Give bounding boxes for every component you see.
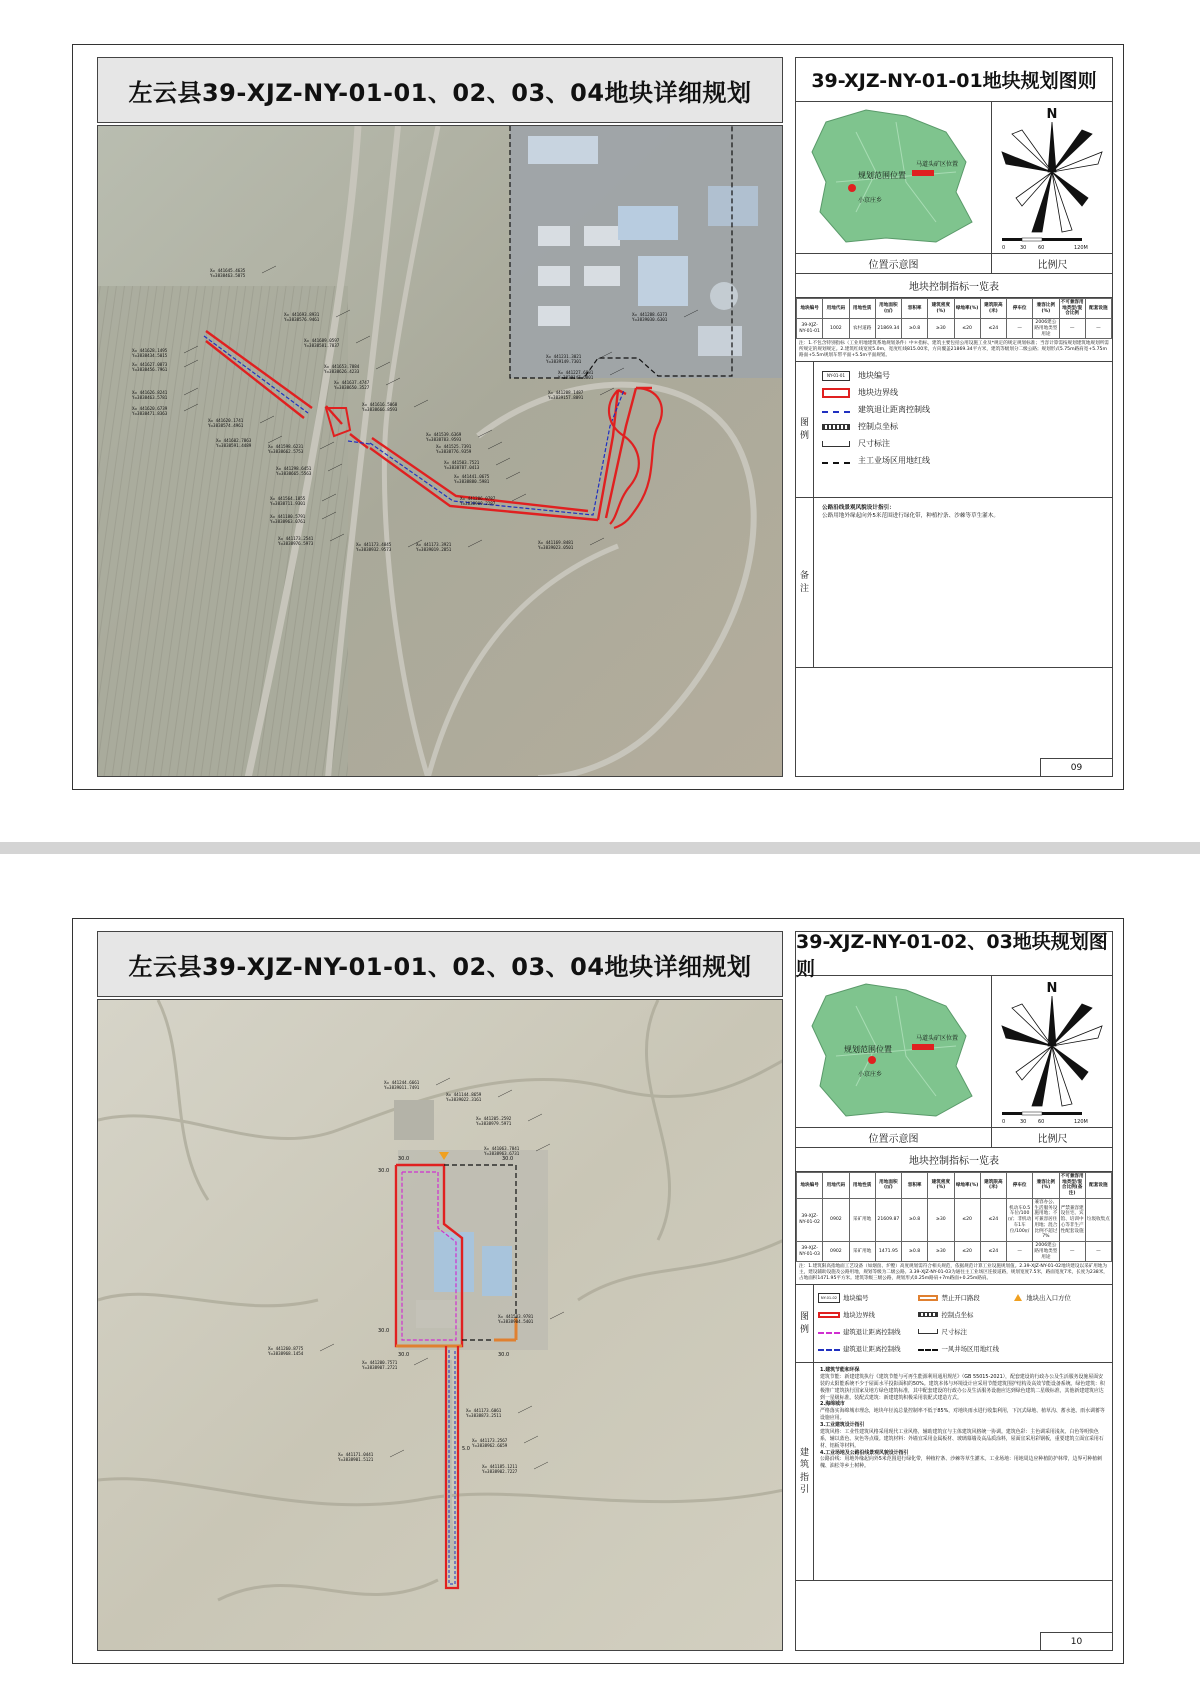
legend-item-entrance xyxy=(1014,1289,1108,1306)
legend-label: 图例 xyxy=(796,362,814,497)
control-point-y-label: Y=3838902.7227 xyxy=(482,1469,518,1474)
scale-tick-120: 120M xyxy=(1074,245,1088,251)
control-point-x-label: X= 441208.1487 xyxy=(548,390,584,395)
control-point-y-label: Y=3838666.8593 xyxy=(362,407,398,412)
control-point-x-label: X= 441260.8775 xyxy=(268,1346,304,1351)
control-point-y-label: Y=3838662.5753 xyxy=(268,449,304,454)
table-header: 配套设施 xyxy=(1085,299,1111,319)
table-cell: ≥30 xyxy=(928,1198,954,1241)
control-point-x-label: X= 441616.5068 xyxy=(362,402,398,407)
table-cell: 21869.34 xyxy=(875,319,901,339)
control-point-x-label: X= 441144.8659 xyxy=(446,1092,482,1097)
north-arrow-figure xyxy=(992,976,1113,1126)
table-cell: 0902 xyxy=(823,1242,849,1262)
plan-title: 39-XJZ-NY-01-01地块规划图则 xyxy=(796,58,1112,102)
notes-heading: 公路沿线景观风貌设计指引： xyxy=(822,505,895,512)
legend-text: 尺寸标注 xyxy=(941,1328,968,1337)
table-header: 用地面积(㎡) xyxy=(875,1173,901,1199)
control-point-x-label: X= 441525.7391 xyxy=(436,444,472,449)
table-cell: 采矿用地 xyxy=(849,1242,875,1262)
planning-site-marker xyxy=(868,1056,876,1064)
table-cell: 1002 xyxy=(823,319,849,339)
control-point-y-label: Y=3839149.7301 xyxy=(546,359,582,364)
north-arrow-figure xyxy=(992,102,1113,252)
table-header: 用地性质 xyxy=(849,299,875,319)
control-point-x-label: X= 441620.1741 xyxy=(208,418,244,423)
table-cell: 39-XJZ-NY-01-03 xyxy=(797,1242,823,1262)
north-arrow-icon xyxy=(1002,996,1102,1106)
table-row xyxy=(797,1242,1112,1262)
control-point-y-label: Y=3838581.7837 xyxy=(304,343,340,348)
table-cell: 39-XJZ-NY-01-01 xyxy=(797,319,823,339)
control-point-y-label: Y=3838576.9461 xyxy=(284,317,320,322)
table-cell: — xyxy=(1085,1242,1111,1262)
control-point-x-label: X= 441620.6739 xyxy=(132,406,168,411)
setback-line-symbol xyxy=(822,411,850,413)
control-point-y-label: Y=3839147.6801 xyxy=(558,375,594,380)
legend-item-dimension xyxy=(822,435,1104,452)
control-point-x-label: X= 441173.2567 xyxy=(472,1438,508,1443)
town-label: 小京庄乡 xyxy=(858,1071,883,1078)
dimension-label: 30.0 xyxy=(378,1168,390,1174)
control-point-x-label: X= 441180.5791 xyxy=(270,514,306,519)
control-point-x-label: X= 441626.8241 xyxy=(132,390,168,395)
control-point-y-label: Y=3838979.5971 xyxy=(476,1121,512,1126)
table-title: 地块控制指标一览表 xyxy=(796,1148,1112,1172)
table-cell: 垃圾收集点 xyxy=(1085,1198,1111,1241)
control-point-x-label: X= 441173.2541 xyxy=(278,536,314,541)
table-header: 容积率 xyxy=(902,1173,928,1199)
mine-location-label: 马道头矿区位置 xyxy=(916,161,959,168)
table-header: 用地代码 xyxy=(823,299,849,319)
dimension-label: 30.0 xyxy=(498,1352,510,1358)
guidance-heading-2: 2.海绵城市 xyxy=(820,1401,845,1408)
table-header: 停车位 xyxy=(1007,299,1033,319)
legend-text: 禁止开口路段 xyxy=(941,1294,980,1303)
document-title: 左云县39-XJZ-NY-01-01、02、03、04地块详细规划 xyxy=(97,931,783,997)
location-map xyxy=(796,976,992,1147)
table-cell: — xyxy=(1059,1242,1085,1262)
control-point-y-label: Y=3838904.5401 xyxy=(498,1319,534,1324)
control-point-symbol xyxy=(822,424,850,430)
scale-caption: 比例尺 xyxy=(992,253,1113,273)
control-point-y-label: Y=3838880.5981 xyxy=(454,479,490,484)
notes-text: 公路用地外缘起向外5米范围进行绿化带，种植柠条、沙棘等草生灌木。 xyxy=(822,513,999,520)
control-point-x-label: X= 441503.7521 xyxy=(444,460,480,465)
legend-item-control-point xyxy=(918,1306,1012,1323)
table-title: 地块控制指标一览表 xyxy=(796,274,1112,298)
location-map-figure xyxy=(796,102,992,252)
legend-item-industrial-red-line xyxy=(822,452,1104,469)
control-point-y-label: Y=3838909.2287 xyxy=(460,501,496,506)
boundary-symbol xyxy=(818,1312,840,1318)
control-point-y-label: Y=3838650.3527 xyxy=(334,385,370,390)
building-guidance xyxy=(796,1363,1112,1581)
control-point-x-label: X= 441286.0787 xyxy=(460,496,496,501)
table-header: 用地性质 xyxy=(849,1173,875,1199)
satellite-plan-map xyxy=(97,125,783,777)
legend-item-control-point xyxy=(822,418,1104,435)
control-point-y-label: Y=3838591.4489 xyxy=(216,443,252,448)
table-header: 建筑密度(%) xyxy=(928,299,954,319)
scale-tick-60: 60 xyxy=(1038,1119,1045,1125)
red-line-symbol xyxy=(918,1349,938,1351)
legend-text: 地块出入口方位 xyxy=(1026,1294,1071,1303)
table-cell: 21609.87 xyxy=(875,1198,901,1241)
location-map xyxy=(796,102,992,273)
table-cell: ≤24 xyxy=(980,319,1006,339)
legend-item-setback-pink xyxy=(818,1323,916,1340)
range-location-label: 规划范围位置 xyxy=(844,1045,892,1054)
control-point-y-label: Y=3838574.4961 xyxy=(208,423,244,428)
legend-text: 地块编号 xyxy=(858,371,890,381)
control-point-y-label: Y=3838901.5121 xyxy=(338,1457,374,1462)
notes xyxy=(796,498,1112,668)
table-cell: 兼容办公、生活服务设施用地；不可兼容居住用地；混合比例不超过7% xyxy=(1033,1198,1059,1241)
table-header: 兼容比例(%) xyxy=(1033,299,1059,319)
satellite-plan-map xyxy=(97,999,783,1651)
scale-caption: 比例尺 xyxy=(992,1127,1113,1147)
table-cell: ≥0.8 xyxy=(902,1242,928,1262)
mine-area-marker xyxy=(912,1044,934,1050)
index-table xyxy=(796,1172,1112,1262)
control-point-x-label: X= 441598.6231 xyxy=(268,444,304,449)
range-location-label: 规划范围位置 xyxy=(858,171,906,180)
page-number: 09 xyxy=(1040,758,1112,776)
guidance-heading-3: 3.工业建筑设计指引 xyxy=(820,1422,865,1429)
guidance-heading-1: 1.建筑节能和环保 xyxy=(820,1367,860,1374)
control-point-x-label: X= 441637.4747 xyxy=(334,380,370,385)
control-index-table xyxy=(796,274,1112,362)
dimension-symbol xyxy=(918,1329,938,1334)
control-point-x-label: X= 441503.9781 xyxy=(498,1314,534,1319)
table-cell: ≥30 xyxy=(928,319,954,339)
control-point-y-label: Y=3838968.1454 xyxy=(268,1351,304,1356)
legend-text: 控制点坐标 xyxy=(941,1311,974,1320)
table-header: 兼容比例(%) xyxy=(1033,1173,1059,1199)
north-letter: N xyxy=(1046,981,1058,996)
table-note: 注：1.不包含特别指标（工业用地建筑系地规划条件）中＊指标，建筑主要包括公用设施工业及*规定的规定规划标准；当容计算需按规划建筑地规划所需所规定的规划规定。2.建筑红线宽度5.0m，宽度红线815.00米，方向覆盖21869.34平方米，建筑等级划分二级公路；规划形式5.75m路肩宽+5.75m路面+5.5m规划车带平面+5.5m平面规划。 xyxy=(799,341,1109,359)
control-point-x-label: X= 441244.6661 xyxy=(384,1080,420,1085)
control-point-y-label: Y=3838787.0413 xyxy=(444,465,480,470)
legend-text: 地块编号 xyxy=(843,1294,869,1303)
table-header: 容积率 xyxy=(902,299,928,319)
dimension-symbol xyxy=(822,441,850,447)
dimension-label: 30.0 xyxy=(502,1156,514,1162)
legend-text: 一风井场区用地红线 xyxy=(941,1345,999,1354)
plan-title: 39-XJZ-NY-01-02、03地块规划图则 xyxy=(796,932,1112,976)
legend-text: 主工业场区用地红线 xyxy=(858,456,930,466)
legend-item-boundary xyxy=(818,1306,916,1323)
control-point-x-label: X= 441628.1495 xyxy=(132,348,168,353)
scale-tick-0: 0 xyxy=(1002,245,1006,251)
guidance-text-3: 建筑风格：工业性建筑风格采用现代工业风格，辅助建筑宜与主体建筑风格统一协调。建筑色彩：主色调采用浅灰、白色等明快色系，辅以蓝色、灰色等点缀。建筑材料：外墙宜采用金属板材、玻璃幕墙及高品质涂料，屋面宜采用彩钢板，重要建筑立面宜采用石材、铝板等材料。 xyxy=(820,1428,1104,1449)
boundary-symbol xyxy=(822,388,850,398)
control-point-y-label: Y=3839022.3161 xyxy=(446,1097,482,1102)
guidance-text-2: 严格落实海绵城市理念，地块年径流总量控制率不低于85%，对地块雨水进行收集利用，下沉式绿地、植草沟、蓄水池、雨水调蓄等设施应用。 xyxy=(820,1408,1105,1422)
town-label: 小京庄乡 xyxy=(858,197,883,204)
table-cell: ≥0.8 xyxy=(902,1198,928,1241)
dimension-label: 30.0 xyxy=(378,1328,390,1334)
table-header: 绿地率(%) xyxy=(954,299,980,319)
control-point-x-label: X= 441231.3021 xyxy=(546,354,582,359)
legend-text: 地块边界线 xyxy=(858,388,898,398)
legend-label: 图例 xyxy=(796,1285,814,1362)
right-info-panel xyxy=(795,931,1113,1651)
control-point-y-label: Y=3839157.8091 xyxy=(548,395,584,400)
control-point-y-label: Y=3838463.5781 xyxy=(132,395,168,400)
mine-location-label: 马道头矿区位置 xyxy=(916,1035,959,1042)
right-info-panel xyxy=(795,57,1113,777)
drawing-sheet-10 xyxy=(72,918,1124,1664)
table-header: 建筑限高(米) xyxy=(980,299,1006,319)
scale-bar xyxy=(1002,238,1082,241)
control-point-x-label: X= 441169.8481 xyxy=(538,540,574,545)
scale-tick-60: 60 xyxy=(1038,245,1045,251)
dimension-label: 5.0 xyxy=(462,1446,470,1452)
table-note: 注：1.建筑限高指地面工艺设备（如烟囱、炉膛）高度规划需符合相关规范，依据规范计算工业设施规划值。2.39-XJZ-NY-01-02地块建设以采矿用地为主，建设辅助设施及公路用地，规划等级为二级公路。3.39-XJZ-NY-01-03为通往主工业场区连接道路，规划宽度7.5米，路面宽度7米，长度为238米，占地面积1471.95平方米。建筑等级三级公路，规划形式0.25m路肩+7m路面+0.25m路肩。 xyxy=(799,1264,1108,1282)
control-point-x-label: X= 441689.0597 xyxy=(304,338,340,343)
control-point-y-label: Y=3838463.5875 xyxy=(210,273,246,278)
table-row xyxy=(797,319,1112,339)
control-point-x-label: X= 441173.4845 xyxy=(356,542,392,547)
table-header: 绿地率(%) xyxy=(954,1173,980,1199)
legend-text: 尺寸标注 xyxy=(858,439,890,449)
table-cell: — xyxy=(1007,1242,1033,1262)
table-cell: — xyxy=(1059,319,1085,339)
table-header: 不可兼容用地类型/混合比例(备注) xyxy=(1059,1173,1085,1199)
control-index-table xyxy=(796,1148,1112,1285)
control-point-x-label: X= 441227.6881 xyxy=(558,370,594,375)
table-cell: — xyxy=(1007,319,1033,339)
table-header: 建筑限高(米) xyxy=(980,1173,1006,1199)
control-point-x-label: X= 441653.7884 xyxy=(324,364,360,369)
control-point-x-label: X= 441185.1211 xyxy=(482,1464,518,1469)
control-point-y-label: Y=3838711.9301 xyxy=(270,501,306,506)
control-point-y-label: Y=3838932.9573 xyxy=(356,547,392,552)
table-cell: ≥0.8 xyxy=(902,319,928,339)
location-map-figure xyxy=(796,976,992,1126)
north-letter: N xyxy=(1046,107,1058,122)
table-cell: ≤24 xyxy=(980,1242,1006,1262)
legend-text: 建筑退让距离控制线 xyxy=(858,405,930,415)
control-point-y-label: Y=3838665.5563 xyxy=(276,471,312,476)
table-cell: ≥30 xyxy=(928,1242,954,1262)
legend-item-setback-blue xyxy=(818,1340,916,1357)
table-cell: ≤20 xyxy=(954,319,980,339)
dimension-label: 30.0 xyxy=(398,1352,410,1358)
legend-text: 控制点坐标 xyxy=(858,422,898,432)
block-code-symbol: NY-01-01 xyxy=(822,371,850,381)
location-map-caption: 位置示意图 xyxy=(796,253,991,273)
control-point-y-label: Y=3838471.8363 xyxy=(132,411,168,416)
control-point-y-label: Y=3839019.2851 xyxy=(416,547,452,552)
guidance-heading-4: 4.工业场地及公路沿线景观风貌设计指引 xyxy=(820,1449,909,1456)
control-point-x-label: X= 441441.0675 xyxy=(454,474,490,479)
legend xyxy=(796,362,1112,498)
table-header: 用地面积(㎡) xyxy=(875,299,901,319)
table-cell: 农村道路 xyxy=(849,319,875,339)
scale-tick-120: 120M xyxy=(1074,1119,1088,1125)
plan-map-canvas xyxy=(98,126,783,777)
table-cell: 机动车0.5车位/100㎡；非机动车1车位/100㎡ xyxy=(1007,1198,1033,1241)
control-point-x-label: X= 441693.8931 xyxy=(284,312,320,317)
table-header-row xyxy=(797,1173,1112,1199)
setback-pink-symbol xyxy=(818,1332,840,1334)
setback-blue-symbol xyxy=(818,1349,840,1351)
entrance-triangle-icon xyxy=(1014,1294,1022,1301)
control-point-x-label: X= 441205.2592 xyxy=(476,1116,512,1121)
control-point-y-label: Y=3838626.4233 xyxy=(324,369,360,374)
table-header: 配套设施 xyxy=(1085,1173,1111,1199)
red-line-symbol xyxy=(822,462,850,464)
drawing-sheet-09 xyxy=(72,44,1124,790)
dimension-label: 30.0 xyxy=(398,1156,410,1162)
table-cell: 2006建公路用地类型用途 xyxy=(1033,319,1059,339)
control-point-y-label: Y=3839030.6301 xyxy=(632,317,668,322)
index-table xyxy=(796,298,1112,339)
legend-text: 建筑退让距离控制线 xyxy=(843,1345,901,1354)
scale-tick-0: 0 xyxy=(1002,1119,1006,1125)
table-cell: ≤20 xyxy=(954,1242,980,1262)
legend-text: 建筑退让距离控制线 xyxy=(843,1328,901,1337)
county-shape xyxy=(812,984,972,1116)
control-point-symbol xyxy=(918,1312,938,1317)
table-cell: 2006建公路用地类型用途 xyxy=(1033,1242,1059,1262)
table-header-row xyxy=(797,299,1112,319)
control-point-x-label: X= 441602.7863 xyxy=(216,438,252,443)
table-cell: ≤20 xyxy=(954,1198,980,1241)
table-cell: 严禁兼容建设住宅、宾馆、培训中心等非生产性配套设施 xyxy=(1059,1198,1085,1241)
control-point-x-label: X= 441298.6451 xyxy=(276,466,312,471)
page-number: 10 xyxy=(1040,1632,1112,1650)
control-point-y-label: Y=3838783.9593 xyxy=(426,437,462,442)
scale-and-north xyxy=(992,102,1113,273)
plan-map-canvas xyxy=(98,1000,783,1651)
legend xyxy=(796,1285,1112,1363)
farmland-area xyxy=(98,286,348,777)
legend-item-shaft-red-line xyxy=(918,1340,1012,1357)
table-cell: ≤24 xyxy=(980,1198,1006,1241)
table-cell: 1471.95 xyxy=(875,1242,901,1262)
control-point-x-label: X= 441173.3921 xyxy=(416,542,452,547)
control-point-y-label: Y=3838963.0761 xyxy=(270,519,306,524)
table-cell: 0902 xyxy=(823,1198,849,1241)
table-header: 建筑密度(%) xyxy=(928,1173,954,1199)
document-title: 左云县39-XJZ-NY-01-01、02、03、04地块详细规划 xyxy=(97,57,783,123)
table-header: 用地代码 xyxy=(823,1173,849,1199)
legend-item-setback xyxy=(822,401,1104,418)
control-point-x-label: X= 441645.4635 xyxy=(210,268,246,273)
block-code-symbol: NY-01-02 xyxy=(818,1293,840,1303)
planning-site-marker xyxy=(848,184,856,192)
north-arrow-icon xyxy=(1002,122,1102,232)
table-cell: 采矿用地 xyxy=(849,1198,875,1241)
table-header: 停车位 xyxy=(1007,1173,1033,1199)
control-point-x-label: X= 441200.7571 xyxy=(362,1360,398,1365)
control-point-x-label: X= 441171.0441 xyxy=(338,1452,374,1457)
control-point-x-label: X= 441627.0873 xyxy=(132,362,168,367)
control-point-x-label: X= 441539.6369 xyxy=(426,432,462,437)
scale-tick-30: 30 xyxy=(1020,245,1027,251)
guidance-text-4: 公路沿线：用地外缘起向外5米范围进行绿化带，种植柠条、沙棘等草生灌木。工业场地：用地周边应种植防护林带，边界可种植刺槐、油松等乡土树种。 xyxy=(820,1456,1102,1470)
control-point-y-label: Y=3838963.6731 xyxy=(484,1151,520,1156)
legend-item-block-code xyxy=(822,367,1104,384)
control-point-y-label: Y=3838873.2511 xyxy=(466,1413,502,1418)
control-point-y-label: Y=3838962.6659 xyxy=(472,1443,508,1448)
table-cell: — xyxy=(1085,319,1111,339)
control-point-y-label: Y=3838434.5015 xyxy=(132,353,168,358)
control-point-y-label: Y=3838776.9359 xyxy=(436,449,472,454)
table-header: 地块编号 xyxy=(797,299,823,319)
table-header: 地块编号 xyxy=(797,1173,823,1199)
table-header: 不可兼容用地类型/混合比例 xyxy=(1059,299,1085,319)
control-point-y-label: Y=3839023.0501 xyxy=(538,545,574,550)
control-point-x-label: X= 441564.1855 xyxy=(270,496,306,501)
legend-item-no-opening xyxy=(918,1289,1012,1306)
access-road xyxy=(448,1360,452,1560)
location-map-caption: 位置示意图 xyxy=(796,1127,991,1147)
guidance-text-1: 建筑节能：新建建筑执行《建筑节能与可再生能源利用通用规范》（GB 55015-2021），配套建设的行政办公及生活服务设施屋面安装的太阳能系统不少于屋面水平投影面积的50%。建筑本体与环境设计应采用节能建筑围护结构及高效节能设备系统。绿色建筑：积极推广建筑执行国家及地方绿色建筑标准，其中配套建设的行政办公及生活服务设施应达到绿色建筑二星级标准，其他新建建筑应达到一星级标准。装配式建筑：新建建筑积极采用装配式建造方式。 xyxy=(820,1374,1105,1401)
guidance-label: 建筑指引 xyxy=(796,1363,814,1580)
legend-text: 地块边界线 xyxy=(843,1311,875,1320)
scale-and-north xyxy=(992,976,1113,1147)
legend-item-dimension xyxy=(918,1323,1012,1340)
scale-bar xyxy=(1002,1112,1082,1115)
table-row xyxy=(797,1198,1112,1241)
notes-label: 备注 xyxy=(796,498,814,667)
no-opening-symbol xyxy=(918,1295,938,1301)
control-point-x-label: X= 441288.6373 xyxy=(632,312,668,317)
mine-area-marker xyxy=(912,170,934,176)
scale-tick-30: 30 xyxy=(1020,1119,1027,1125)
page-separator xyxy=(0,842,1200,854)
control-point-y-label: Y=3838456.7961 xyxy=(132,367,168,372)
legend-item-block-code xyxy=(818,1289,916,1306)
control-point-y-label: Y=3838907.2721 xyxy=(362,1365,398,1370)
control-point-x-label: X= 441173.6061 xyxy=(466,1408,502,1413)
control-point-x-label: X= 441063.7841 xyxy=(484,1146,520,1151)
control-point-y-label: Y=3839011.7491 xyxy=(384,1085,420,1090)
control-point-y-label: Y=3838976.5973 xyxy=(278,541,314,546)
table-cell: 39-XJZ-NY-01-02 xyxy=(797,1198,823,1241)
legend-item-boundary xyxy=(822,384,1104,401)
